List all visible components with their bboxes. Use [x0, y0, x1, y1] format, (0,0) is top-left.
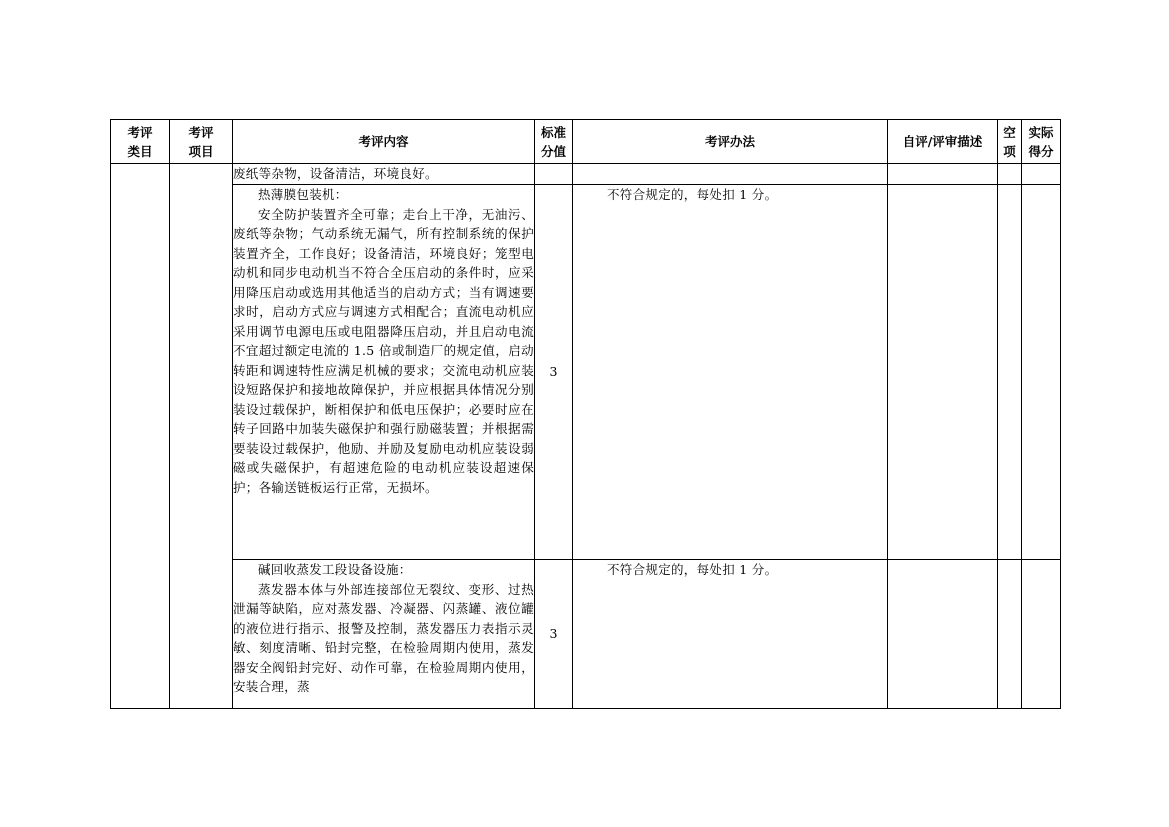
self-review-cell [888, 164, 998, 185]
method-cell: 不符合规定的，每处扣 1 分。 [573, 560, 888, 709]
actual-score-cell [1022, 560, 1061, 709]
table-row [111, 164, 1061, 185]
content-body: 蒸发器本体与外部连接部位无裂纹、变形、过热泄漏等缺陷，应对蒸发器、冷凝器、闪蒸罐、液位罐的液位进行指示、报警及控制，蒸发器压力表指示灵敏、刻度清晰、铅封完整，在检验周期内使用，蒸发器安全阀铅封完好、动作可靠，在检验周期内使用，安装合理，蒸 [233, 581, 534, 694]
item-cell [170, 164, 233, 709]
blank-cell [998, 164, 1022, 185]
blank-cell [998, 560, 1022, 709]
category-cell [111, 164, 170, 709]
actual-score-cell [1022, 164, 1061, 185]
content-cell [233, 560, 535, 709]
method-cell: 不符合规定的，每处扣 1 分。 [573, 185, 888, 560]
content-title: 碱回收蒸发工段设备设施： [258, 562, 412, 577]
score-cell [535, 164, 573, 185]
content-cell [233, 185, 535, 560]
header-category: 考评 类目 [111, 120, 170, 164]
header-standard-score: 标准 分值 [535, 120, 573, 164]
header-blank: 空 项 [998, 120, 1022, 164]
content-cell: 废纸等杂物，设备清洁，环境良好。 [233, 164, 535, 185]
blank-cell [998, 185, 1022, 560]
self-review-cell [888, 185, 998, 560]
method-cell [573, 164, 888, 185]
content-body: 安全防护装置齐全可靠；走台上干净，无油污、废纸等杂物；气动系统无漏气，所有控制系统的保护装置齐全，工作良好；设备清洁，环境良好；笼型电动机和同步电动机当不符合全压启动的条件时，应采用降压启动或选用其他适当的启动方式；当有调速要求时，启动方式应与调速方式相配合；直流电动机应采用调节电源电压或电阻器降压启动，并且启动电流不宜超过额定电流的 1.5 倍或制造厂的规定值，启动转距和调速特性应满足机械的要求；交流电动机应装设短路保护和接地故障保护，并应根据具体情况分别装设过载保护，断相保护和低电压保护；必要时应在转子回路中加装失磁保护和强行励磁装置；并根据需要装设过载保护，他励、并励及复励电动机应装设弱磁或失磁保护，有超速危险的电动机应装设超速保护；各输送链板运行正常，无损坏。 [233, 206, 534, 495]
header-method: 考评办法 [573, 120, 888, 164]
actual-score-cell [1022, 185, 1061, 560]
header-row [111, 120, 1061, 164]
table-row [111, 185, 1061, 560]
header-item: 考评 项目 [170, 120, 233, 164]
score-cell: 3 [535, 560, 573, 709]
self-review-cell [888, 560, 998, 709]
header-actual-score: 实际 得分 [1022, 120, 1061, 164]
header-content: 考评内容 [233, 120, 535, 164]
table-row [111, 560, 1061, 709]
content-title: 热薄膜包装机： [258, 187, 348, 202]
evaluation-table [110, 119, 1061, 709]
header-self-review: 自评/评审描述 [888, 120, 998, 164]
score-cell: 3 [535, 185, 573, 560]
